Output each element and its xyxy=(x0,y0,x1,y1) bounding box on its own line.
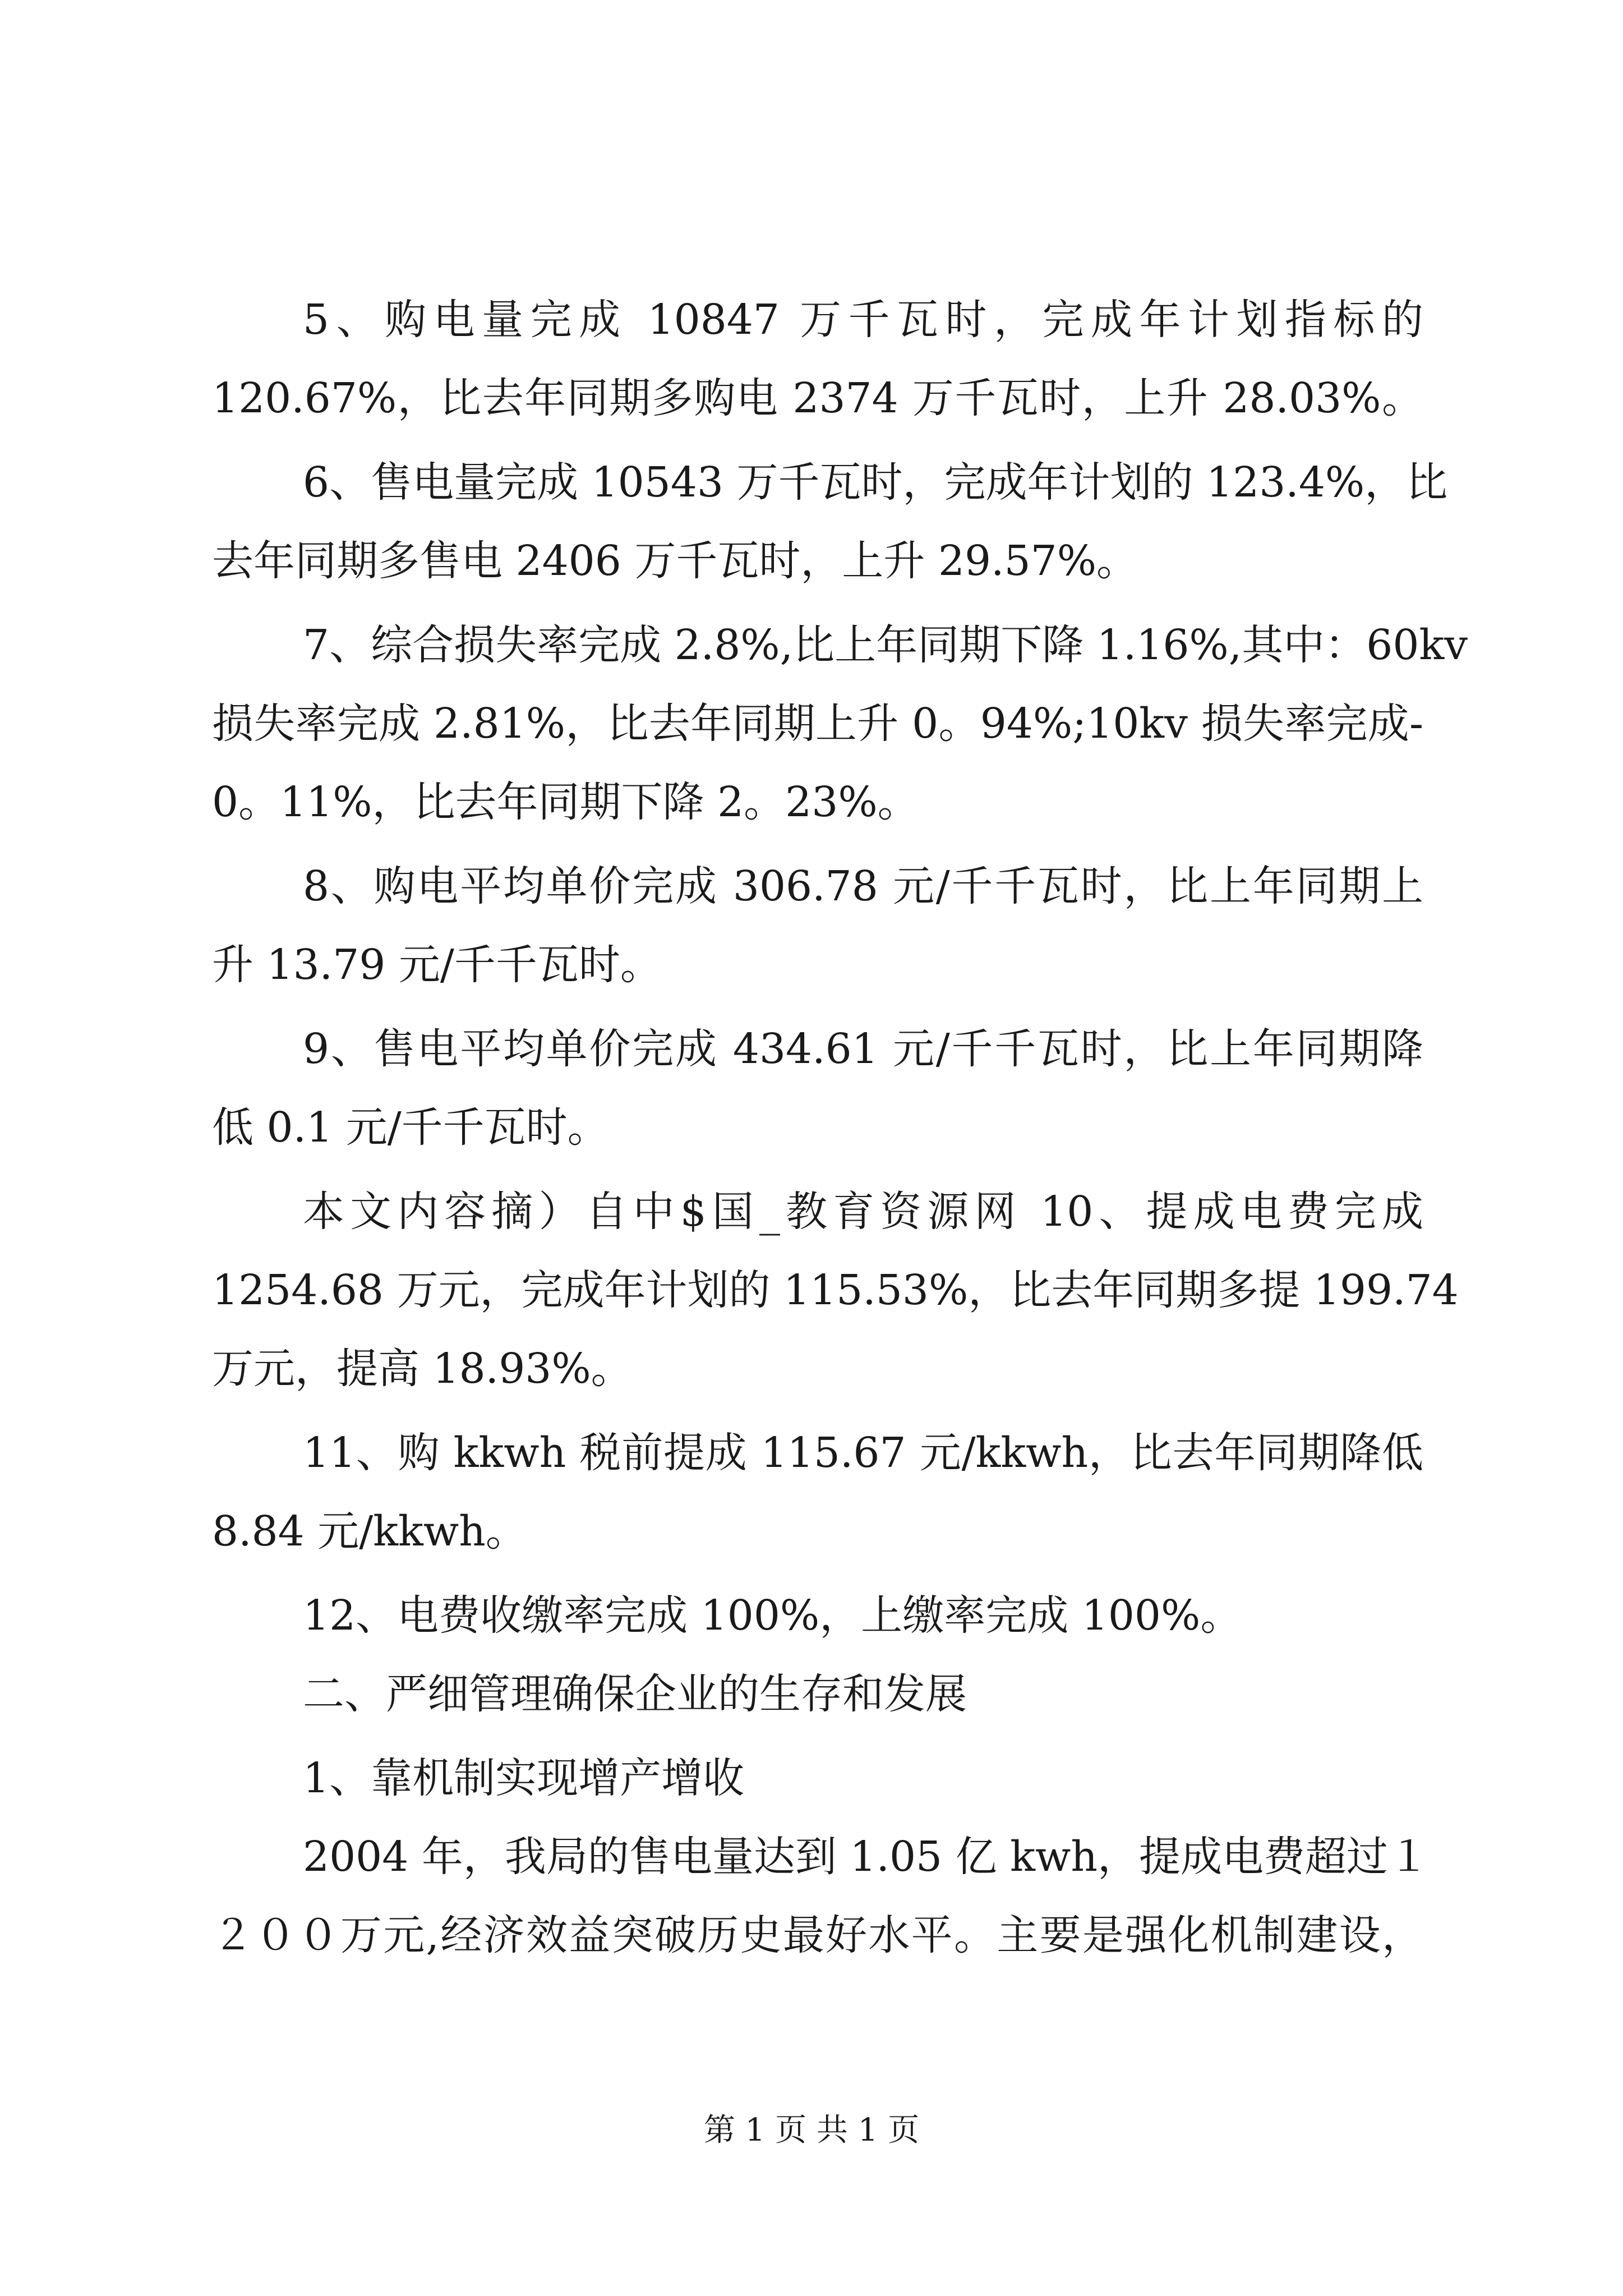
paragraph-line: ２００万元,经济效益突破历史最好水平。主要是强化机制建设， xyxy=(212,1911,1423,1959)
paragraph-line: 11、购 kkwh 税前提成 115.67 元/kkwh，比去年同期降低 xyxy=(303,1429,1423,1477)
paragraph-line: 0。11%，比去年同期下降 2。23%。 xyxy=(212,778,919,826)
paragraph-line: 12、电费收缴率完成 100%，上缴率完成 100%。 xyxy=(303,1591,1242,1640)
paragraph-line: 1254.68 万元，完成年计划的 115.53%，比去年同期多提 199.74 xyxy=(212,1266,1459,1314)
paragraph-line: 本文内容摘）自中$国_教育资源网 10、提成电费完成 xyxy=(303,1188,1423,1236)
paragraph-line: 2004 年，我局的售电量达到 1.05 亿 kwh，提成电费超过１ xyxy=(303,1833,1430,1881)
paragraph-line: 8、购电平均单价完成 306.78 元/千千瓦时，比上年同期上 xyxy=(303,862,1423,910)
paragraph-line: 8.84 元/kkwh。 xyxy=(212,1507,527,1556)
paragraph-line: 7、综合损失率完成 2.8%,比上年同期下降 1.16%,其中：60kv xyxy=(303,621,1468,669)
paragraph-line: 低 0.1 元/千千瓦时。 xyxy=(212,1103,609,1152)
subsection-heading: 1、靠机制实现增产增收 xyxy=(303,1754,745,1802)
paragraph-line: 5、购电量完成 10847 万千瓦时，完成年计划指标的 xyxy=(303,296,1423,344)
paragraph-line: 去年同期多售电 2406 万千瓦时，上升 29.57%。 xyxy=(212,537,1138,585)
page-footer: 第 1 页 共 1 页 xyxy=(703,2112,920,2148)
paragraph-line: 6、售电量完成 10543 万千瓦时，完成年计划的 123.4%，比 xyxy=(303,458,1448,507)
paragraph-line: 9、售电平均单价完成 434.61 元/千千瓦时，比上年同期降 xyxy=(303,1025,1423,1073)
section-heading: 二、严细管理确保企业的生存和发展 xyxy=(303,1670,967,1718)
paragraph-line: 万元，提高 18.93%。 xyxy=(212,1345,633,1393)
paragraph-line: 升 13.79 元/千千瓦时。 xyxy=(212,941,662,989)
paragraph-line: 120.67%，比去年同期多购电 2374 万千瓦时，上升 28.03%。 xyxy=(212,374,1423,422)
paragraph-line: 损失率完成 2.81%，比去年同期上升 0。94%;10kv 损失率完成- xyxy=(212,700,1423,748)
